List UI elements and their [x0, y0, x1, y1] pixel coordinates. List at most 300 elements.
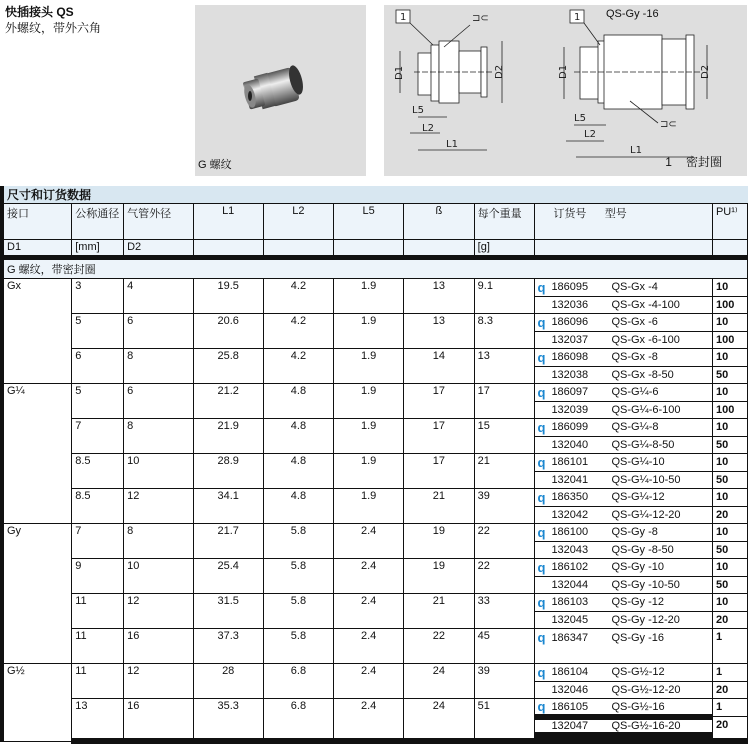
table-row: [2, 279, 748, 314]
order-number[interactable]: 132047: [549, 717, 609, 735]
col-header-nominal-size: 公称通径: [72, 204, 124, 240]
nominal-size-cell: 9: [72, 559, 124, 594]
dimension-order-table: [0, 186, 748, 744]
thread-cell: G½: [2, 664, 72, 742]
order-number[interactable]: 132039: [549, 401, 609, 418]
table-row: [2, 699, 748, 742]
wrench-size-cell: 19: [403, 524, 474, 559]
q-availability-icon: q: [537, 279, 546, 295]
type-code[interactable]: QS-Gx -6-100: [609, 331, 712, 348]
pu-value: 1: [715, 666, 723, 678]
order-line: [535, 436, 712, 453]
pu-value: 10: [715, 421, 729, 433]
l1-cell: 19.5: [193, 279, 263, 314]
order-subtable: [535, 699, 712, 738]
type-code[interactable]: QS-Gy -12-20: [609, 611, 712, 628]
q-availability-icon: q: [537, 559, 546, 575]
type-code[interactable]: QS-G¼-8: [611, 421, 659, 434]
order-number[interactable]: 186096: [551, 316, 589, 329]
nominal-size-cell: 8.5: [72, 489, 124, 524]
order-line: [535, 664, 712, 681]
q-availability-icon: q: [537, 454, 546, 470]
table-row: [2, 524, 748, 559]
l2-cell: 4.2: [263, 279, 334, 314]
nominal-size-cell: 5: [72, 314, 124, 349]
l2-cell: 5.8: [263, 594, 334, 629]
svg-text:1: 1: [574, 12, 581, 23]
order-subtable: [535, 629, 712, 646]
header-row: [2, 204, 748, 240]
svg-text:L2: L2: [422, 123, 434, 134]
order-subtable: [535, 559, 712, 593]
nominal-size-cell: 11: [72, 594, 124, 629]
l5-cell: 2.4: [334, 559, 404, 594]
order-number[interactable]: 132046: [549, 681, 609, 698]
technical-drawing-icon: [384, 5, 747, 176]
pu-value: 20: [713, 506, 747, 523]
order-cell: [535, 419, 713, 454]
l2-cell: 5.8: [263, 629, 334, 664]
order-line: [535, 559, 712, 576]
q-availability-icon: q: [537, 349, 546, 365]
q-availability-icon: q: [537, 489, 546, 505]
type-code[interactable]: QS-Gy -10-50: [609, 576, 712, 593]
order-cell: [535, 524, 713, 559]
weight-cell: 39: [474, 489, 535, 524]
wrench-size-cell: 21: [403, 489, 474, 524]
order-subtable: [535, 349, 712, 383]
order-number[interactable]: 186098: [551, 351, 589, 364]
unit-empty: [403, 240, 474, 258]
weight-cell: 17: [474, 384, 535, 419]
thread-cell: Gy: [2, 524, 72, 664]
svg-text:D1: D1: [558, 64, 569, 79]
l1-cell: 28.9: [193, 454, 263, 489]
l5-cell: 1.9: [334, 419, 404, 454]
tube-od-cell: 12: [124, 489, 194, 524]
l2-cell: 4.2: [263, 314, 334, 349]
type-code[interactable]: QS-G¼-6: [611, 386, 659, 399]
pu-cell: [712, 314, 747, 349]
tube-od-cell: 12: [124, 664, 194, 699]
pu-value: 10: [715, 491, 729, 503]
pu-value: 10: [715, 281, 729, 293]
type-code[interactable]: QS-Gy -12: [611, 596, 665, 609]
wrench-size-cell: 24: [403, 699, 474, 742]
pu-cell: [712, 699, 747, 742]
type-code[interactable]: QS-Gx -8: [611, 351, 658, 364]
order-subtable: [535, 524, 712, 558]
legend-text: 密封圈: [685, 155, 722, 169]
order-line: [535, 296, 712, 313]
q-placeholder: [535, 471, 549, 488]
q-placeholder: [535, 401, 549, 418]
l2-cell: 4.8: [263, 454, 334, 489]
table-row: [2, 314, 748, 349]
type-code[interactable]: QS-Gx -4: [611, 281, 658, 294]
col-header-l2: L2: [263, 204, 334, 240]
weight-cell: 45: [474, 629, 535, 664]
q-availability-icon: q: [537, 524, 546, 540]
svg-text:L5: L5: [574, 113, 586, 124]
product-subtitle: 外螺纹，带外六角: [5, 21, 102, 35]
drawing-model-label: QS-Gy -16: [606, 8, 659, 20]
order-subtable: [535, 454, 712, 488]
unit-g: [g]: [474, 240, 535, 258]
l1-cell: 25.8: [193, 349, 263, 384]
q-placeholder: [535, 331, 549, 348]
type-code[interactable]: QS-G¼-10: [611, 456, 665, 469]
order-line: [535, 629, 712, 646]
type-code[interactable]: QS-G½-12-20: [609, 681, 712, 698]
q-placeholder: [535, 366, 549, 383]
type-code[interactable]: QS-G½-12: [611, 666, 665, 679]
col-header-wrench-size: ß: [403, 204, 474, 240]
type-code[interactable]: QS-Gy -10: [611, 561, 665, 574]
pu-value: 10: [715, 596, 729, 608]
l1-cell: 25.4: [193, 559, 263, 594]
pu-value: 100: [713, 401, 747, 418]
l5-cell: 1.9: [334, 384, 404, 419]
unit-empty: [712, 240, 747, 258]
unit-d1: D1: [2, 240, 72, 258]
order-cell: [535, 489, 713, 524]
unit-empty: [334, 240, 404, 258]
weight-cell: 22: [474, 559, 535, 594]
col-header-weight: 每个重量: [474, 204, 535, 240]
pu-value: 100: [713, 296, 747, 313]
l1-cell: 21.2: [193, 384, 263, 419]
pu-value: 50: [713, 366, 747, 383]
q-availability-icon: q: [535, 699, 549, 717]
order-cell: [535, 664, 713, 699]
type-code[interactable]: QS-G¼-12-20: [609, 506, 712, 523]
l2-cell: 4.8: [263, 489, 334, 524]
order-line: [535, 611, 712, 628]
l2-cell: 4.2: [263, 349, 334, 384]
table-row: [2, 384, 748, 419]
pu-cell: [712, 664, 747, 699]
pu-cell: [712, 349, 747, 384]
tube-od-cell: 8: [124, 419, 194, 454]
weight-cell: 9.1: [474, 279, 535, 314]
drawing-legend: [665, 153, 722, 170]
type-code[interactable]: QS-Gx -6: [611, 316, 658, 329]
order-line: [535, 366, 712, 383]
product-photo: [195, 5, 366, 176]
l1-cell: 37.3: [193, 629, 263, 664]
q-availability-icon: q: [537, 384, 546, 400]
order-number[interactable]: 186103: [551, 596, 589, 609]
weight-cell: 15: [474, 419, 535, 454]
weight-cell: 8.3: [474, 314, 535, 349]
group-label: G 螺纹，带密封圈: [2, 258, 748, 279]
type-code[interactable]: QS-Gy -8: [611, 526, 658, 539]
tube-od-cell: 10: [124, 454, 194, 489]
order-subtable: [535, 314, 712, 348]
order-line: [535, 279, 712, 296]
weight-cell: 33: [474, 594, 535, 629]
table-row: [2, 664, 748, 699]
nominal-size-cell: 5: [72, 384, 124, 419]
order-line: [535, 541, 712, 558]
order-line: [535, 681, 712, 698]
order-line: [535, 419, 712, 436]
col-header-l5: L5: [334, 204, 404, 240]
type-code[interactable]: QS-Gy -16: [611, 631, 665, 644]
wrench-size-cell: 22: [403, 629, 474, 664]
order-number[interactable]: 132045: [549, 611, 609, 628]
order-number[interactable]: 132041: [549, 471, 609, 488]
order-line: [535, 489, 712, 506]
l5-cell: 1.9: [334, 314, 404, 349]
table-row: [2, 594, 748, 629]
order-number[interactable]: 186095: [551, 281, 589, 294]
nominal-size-cell: 11: [72, 629, 124, 664]
pu-value: 1: [715, 701, 723, 713]
svg-text:D2: D2: [494, 64, 505, 79]
wrench-size-cell: 17: [403, 419, 474, 454]
svg-text:D2: D2: [700, 64, 711, 79]
l5-cell: 2.4: [334, 664, 404, 699]
pu-cell: [712, 279, 747, 314]
order-line: [535, 314, 712, 331]
wrench-size-cell: 14: [403, 349, 474, 384]
unit-mm: [mm]: [72, 240, 124, 258]
unit-empty: [193, 240, 263, 258]
type-code[interactable]: QS-Gx -8-50: [609, 366, 712, 383]
svg-text:L1: L1: [630, 145, 642, 156]
type-code[interactable]: QS-Gx -4-100: [609, 296, 712, 313]
pu-value: 10: [715, 351, 729, 363]
l5-cell: 2.4: [334, 699, 404, 742]
order-number[interactable]: 132044: [549, 576, 609, 593]
col-header-connection: 接口: [2, 204, 72, 240]
l5-cell: 1.9: [334, 279, 404, 314]
q-placeholder: [535, 436, 549, 453]
pu-value: 10: [715, 456, 729, 468]
tube-od-cell: 8: [124, 524, 194, 559]
col-header-l1: L1: [193, 204, 263, 240]
thread-cell: G¼: [2, 384, 72, 524]
tube-od-cell: 16: [124, 629, 194, 664]
q-placeholder: [535, 296, 549, 313]
col-header-tube-od: 气管外径: [124, 204, 194, 240]
type-code[interactable]: QS-G¼-12: [611, 491, 665, 504]
order-line: [535, 384, 712, 401]
tube-od-cell: 12: [124, 594, 194, 629]
pu-value: 10: [715, 561, 729, 573]
unit-empty: [535, 240, 713, 258]
q-placeholder: [535, 576, 549, 593]
l5-cell: 1.9: [334, 349, 404, 384]
nominal-size-cell: 7: [72, 524, 124, 559]
order-cell: [535, 454, 713, 489]
nominal-size-cell: 7: [72, 419, 124, 454]
order-cell: [535, 384, 713, 419]
weight-cell: 22: [474, 524, 535, 559]
order-subtable: [535, 489, 712, 523]
tube-od-cell: 6: [124, 384, 194, 419]
pu-value: 1: [715, 631, 723, 643]
order-number[interactable]: 186099: [551, 421, 589, 434]
order-subtable: [535, 664, 712, 698]
svg-text:L5: L5: [412, 105, 424, 116]
pu-value: 50: [713, 436, 747, 453]
l1-cell: 28: [193, 664, 263, 699]
type-code[interactable]: QS-Gy -8-50: [609, 541, 712, 558]
l1-cell: 21.7: [193, 524, 263, 559]
order-number[interactable]: 186097: [551, 386, 589, 399]
order-line: [535, 349, 712, 366]
q-availability-icon: q: [537, 314, 546, 330]
q-placeholder: [535, 541, 549, 558]
table-row: [2, 489, 748, 524]
order-line: [535, 717, 712, 735]
l1-cell: 21.9: [193, 419, 263, 454]
fitting-image-icon: [238, 60, 308, 120]
nominal-size-cell: 3: [72, 279, 124, 314]
pu-cell: [712, 594, 747, 629]
pu-value: 50: [713, 541, 747, 558]
wrench-size-cell: 24: [403, 664, 474, 699]
order-line: [535, 699, 712, 717]
wrench-size-cell: 13: [403, 279, 474, 314]
l1-cell: 35.3: [193, 699, 263, 742]
l2-cell: 5.8: [263, 524, 334, 559]
q-placeholder: [535, 717, 549, 735]
wrench-size-cell: 17: [403, 454, 474, 489]
pu-value: 20: [713, 716, 747, 733]
type-code[interactable]: QS-G¼-8-50: [609, 436, 712, 453]
weight-cell: 13: [474, 349, 535, 384]
svg-text:1: 1: [400, 12, 407, 23]
l5-cell: 2.4: [334, 524, 404, 559]
pu-value: 10: [715, 526, 729, 538]
tube-od-cell: 16: [124, 699, 194, 742]
order-number[interactable]: 132040: [549, 436, 609, 453]
l2-cell: 4.8: [263, 384, 334, 419]
l2-cell: 4.8: [263, 419, 334, 454]
order-line: [535, 454, 712, 471]
table-row: [2, 349, 748, 384]
section-title: 尺寸和订货数据: [2, 186, 748, 204]
order-subtable: [535, 594, 712, 628]
l1-cell: 31.5: [193, 594, 263, 629]
weight-cell: 51: [474, 699, 535, 742]
table-row: [2, 629, 748, 664]
order-cell: [535, 594, 713, 629]
order-line: [535, 524, 712, 541]
order-subtable: [535, 384, 712, 418]
order-number[interactable]: 186100: [551, 526, 589, 539]
tube-od-cell: 6: [124, 314, 194, 349]
col-header-pu: PU¹⁾: [712, 204, 747, 240]
unit-empty: [263, 240, 334, 258]
q-placeholder: [535, 506, 549, 523]
order-number[interactable]: 186105: [549, 699, 609, 717]
order-line: [535, 401, 712, 418]
order-number[interactable]: 186102: [551, 561, 589, 574]
weight-cell: 39: [474, 664, 535, 699]
wrench-size-cell: 17: [403, 384, 474, 419]
svg-text:L2: L2: [584, 129, 596, 140]
order-line: [535, 594, 712, 611]
l1-cell: 34.1: [193, 489, 263, 524]
order-number[interactable]: 186101: [551, 456, 589, 469]
order-number[interactable]: 132038: [549, 366, 609, 383]
type-code[interactable]: QS-G½-16: [609, 699, 712, 717]
order-cell: [535, 629, 713, 664]
q-availability-icon: q: [537, 664, 546, 680]
l5-cell: 2.4: [334, 594, 404, 629]
tube-od-cell: 8: [124, 349, 194, 384]
type-code[interactable]: QS-G¼-6-100: [609, 401, 712, 418]
tube-od-cell: 4: [124, 279, 194, 314]
legend-number: 1: [665, 155, 672, 169]
svg-text:⊐⊂: ⊐⊂: [472, 13, 489, 24]
type-code[interactable]: QS-G½-16-20: [609, 717, 712, 735]
thread-cell: Gx: [2, 279, 72, 384]
order-number[interactable]: 186350: [551, 491, 589, 504]
wrench-size-cell: 19: [403, 559, 474, 594]
dimension-drawing: [384, 5, 747, 176]
pu-cell: [712, 384, 747, 419]
order-number[interactable]: 132037: [549, 331, 609, 348]
order-number[interactable]: 132036: [549, 296, 609, 313]
pu-value: 50: [713, 471, 747, 488]
table-row: [2, 419, 748, 454]
order-number[interactable]: 186347: [551, 631, 589, 644]
l5-cell: 1.9: [334, 454, 404, 489]
l2-cell: 6.8: [263, 664, 334, 699]
pu-value: 10: [715, 386, 729, 398]
nominal-size-cell: 8.5: [72, 454, 124, 489]
order-line: [535, 506, 712, 523]
q-placeholder: [535, 611, 549, 628]
order-line: [535, 471, 712, 488]
q-availability-icon: q: [537, 630, 546, 645]
order-number[interactable]: 132043: [549, 541, 609, 558]
product-title: 快插接头 QS: [5, 5, 74, 19]
weight-cell: 21: [474, 454, 535, 489]
order-number[interactable]: 132042: [549, 506, 609, 523]
col-header-order-type: 订货号 型号: [535, 204, 713, 240]
svg-text:⊐⊂: ⊐⊂: [660, 119, 677, 130]
order-number[interactable]: 186104: [551, 666, 589, 679]
pu-cell: [712, 419, 747, 454]
order-cell: [535, 314, 713, 349]
pu-cell: [712, 524, 747, 559]
wrench-size-cell: 13: [403, 314, 474, 349]
type-code[interactable]: QS-G¼-10-50: [609, 471, 712, 488]
l5-cell: 1.9: [334, 489, 404, 524]
nominal-size-cell: 11: [72, 664, 124, 699]
order-subtable: [535, 279, 712, 313]
l2-cell: 6.8: [263, 699, 334, 742]
q-placeholder: [535, 681, 549, 698]
pu-value: 100: [713, 331, 747, 348]
table-row: [2, 559, 748, 594]
order-line: [535, 331, 712, 348]
order-cell: [535, 559, 713, 594]
order-cell: [535, 349, 713, 384]
order-cell: [535, 699, 713, 742]
pu-value: 20: [713, 611, 747, 628]
order-subtable: [535, 419, 712, 453]
table-row: [2, 454, 748, 489]
nominal-size-cell: 13: [72, 699, 124, 742]
